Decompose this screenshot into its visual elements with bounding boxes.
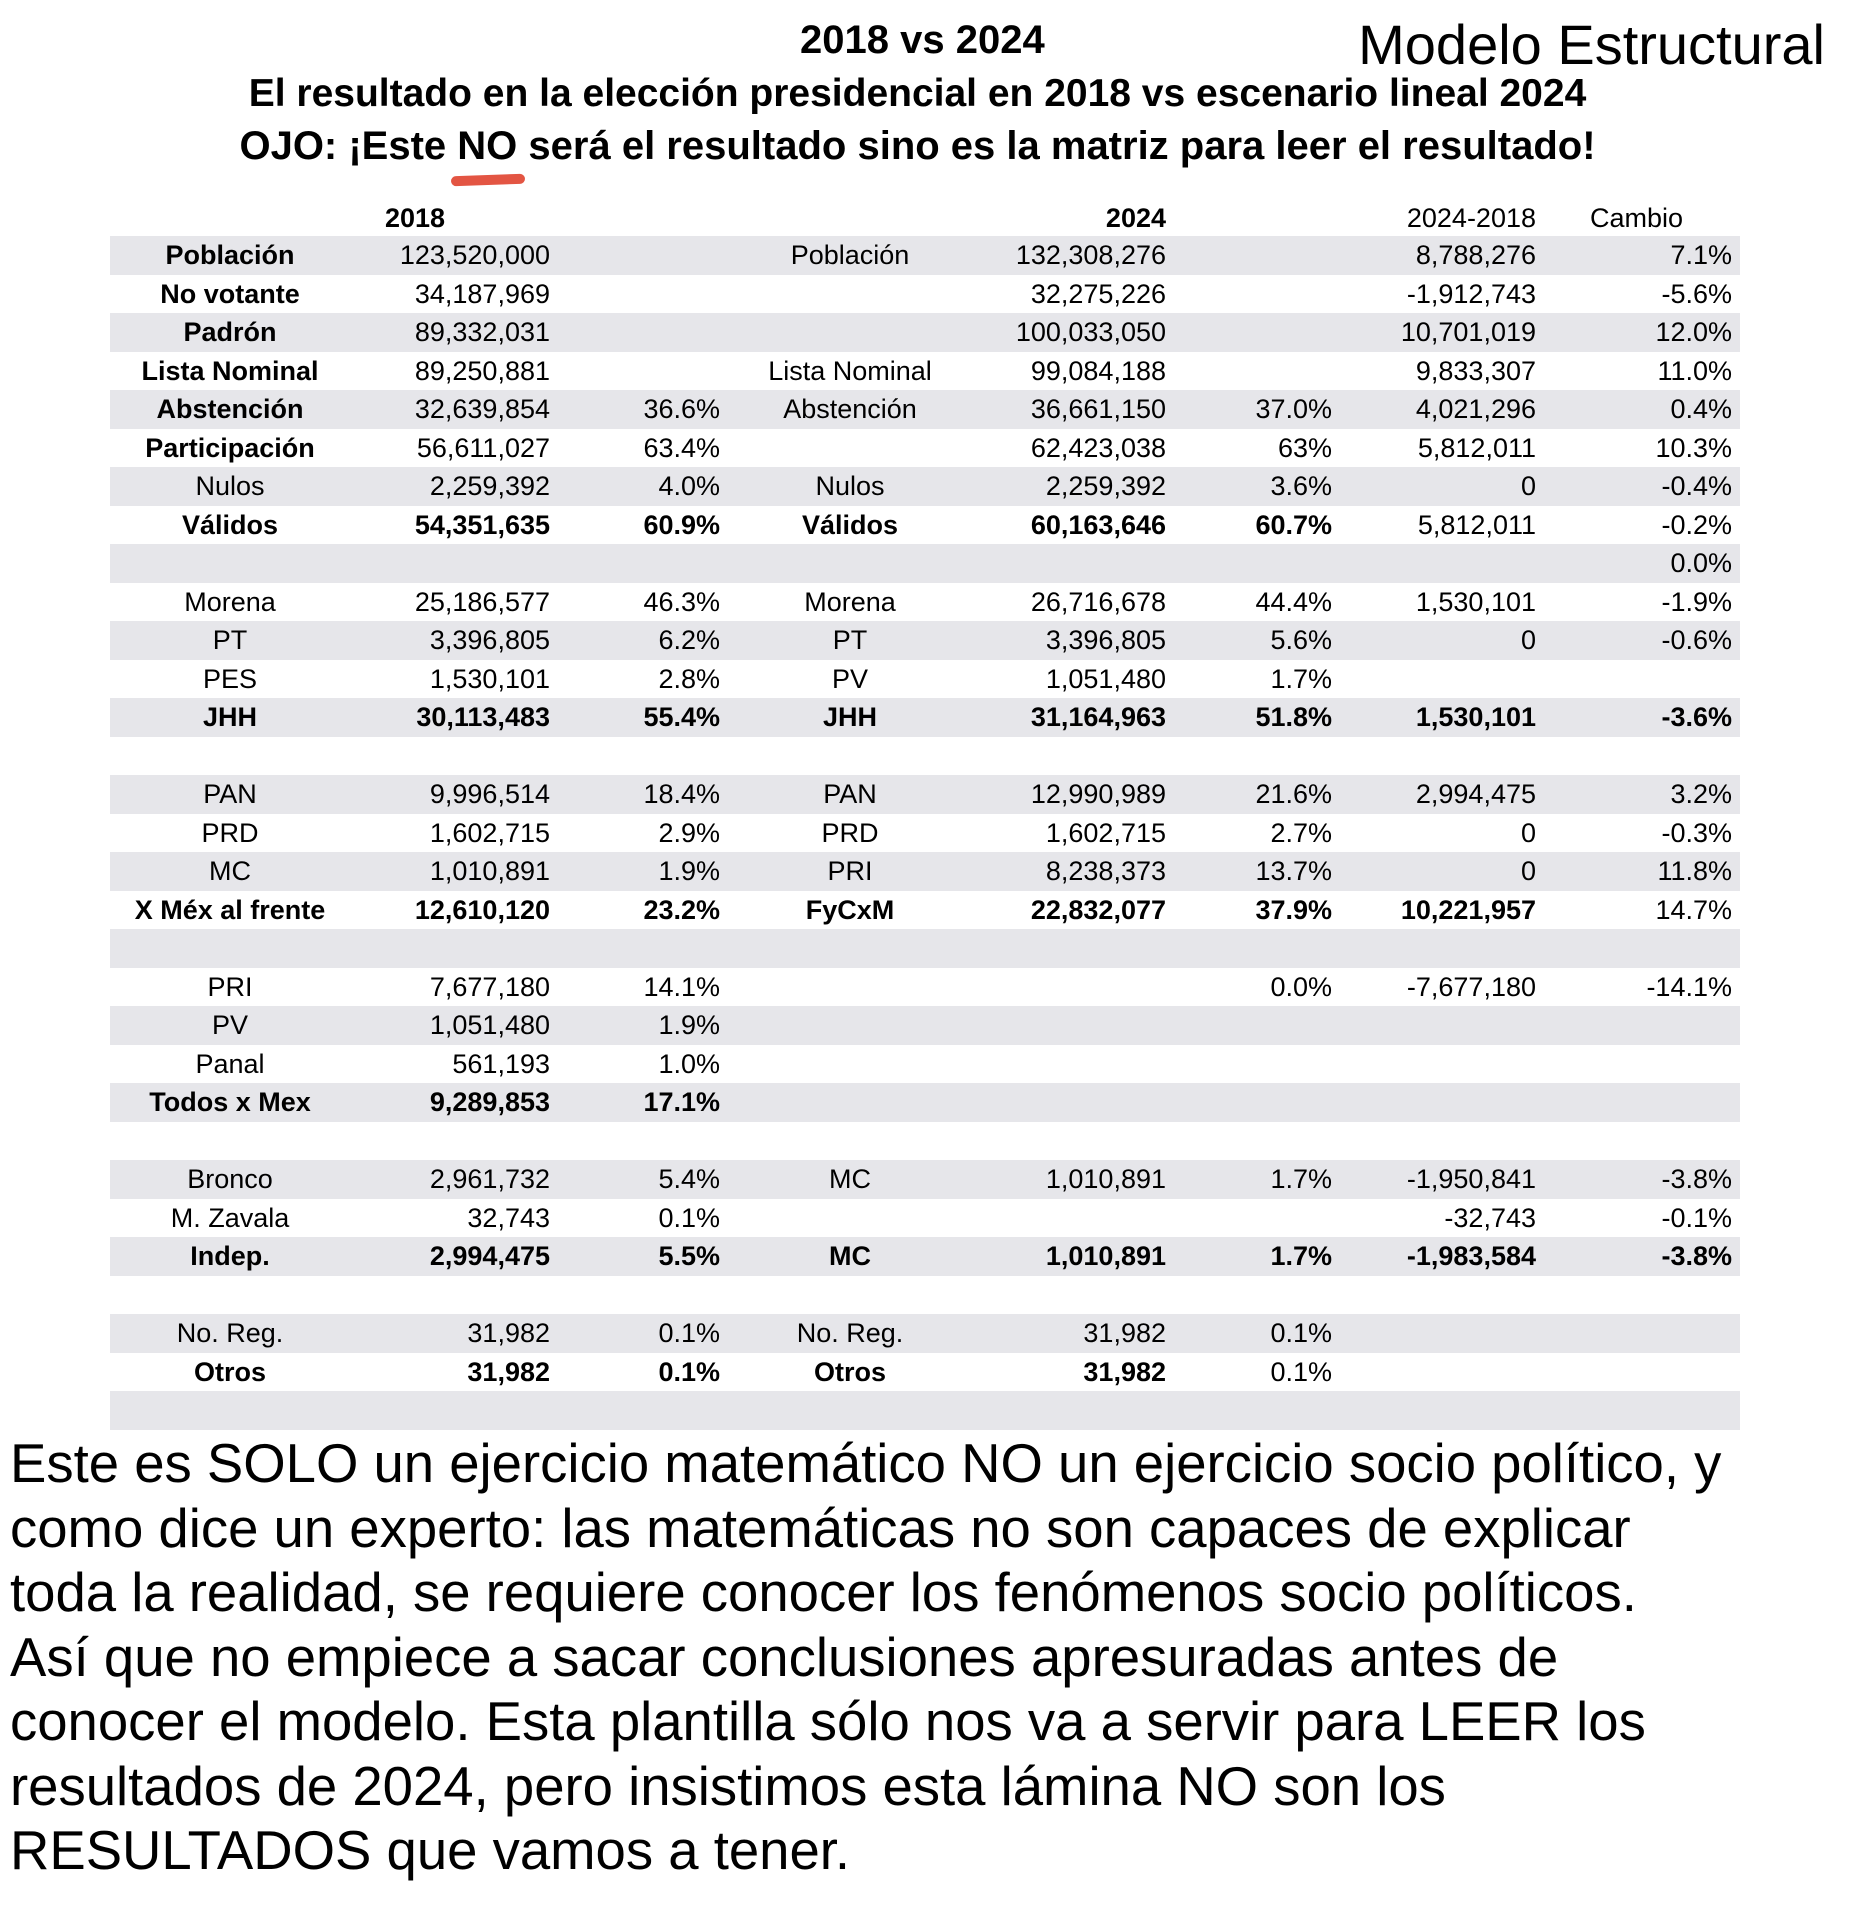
- cell-value-2018: 56,611,027: [416, 432, 550, 463]
- cell-pct-2018: 46.3%: [643, 586, 720, 617]
- cell-label-2018: PES: [202, 663, 258, 694]
- table-row: [110, 698, 1740, 737]
- cell-value-2024: 3,396,805: [1045, 625, 1166, 655]
- cell-label-2018: X Méx al frente: [134, 894, 326, 925]
- cell-change: -14.1%: [1646, 971, 1732, 1002]
- cell-value-2024: 2,259,392: [1045, 471, 1166, 501]
- cell-value-2024: 26,716,678: [1030, 586, 1166, 617]
- cell-pct-2024: 2.7%: [1270, 817, 1332, 848]
- cell-label-2024: MC: [829, 1164, 871, 1194]
- cell-diff: 8,788,276: [1415, 240, 1536, 270]
- cell-value-2018: 2,994,475: [429, 1241, 550, 1271]
- cell-value-2018: 1,530,101: [429, 663, 550, 694]
- disclaimer-text: [10, 1432, 1855, 1884]
- cell-pct-2018: 4.0%: [658, 471, 720, 501]
- cell-value-2018: 7,677,180: [429, 971, 550, 1002]
- cell-label-2024: No. Reg.: [796, 1318, 904, 1348]
- cell-label-2024: Lista Nominal: [768, 355, 932, 386]
- cell-label-2024: PRI: [827, 856, 873, 886]
- cell-pct-2018: 23.2%: [643, 894, 720, 925]
- header-warning: [0, 124, 1847, 169]
- cell-label-2024: PT: [832, 625, 868, 655]
- cell-value-2024: 1,010,891: [1045, 1164, 1166, 1194]
- cell-label-2018: M. Zavala: [170, 1202, 290, 1233]
- table-row: [110, 1199, 1740, 1238]
- cell-label-2018: Lista Nominal: [141, 355, 319, 386]
- cell-change: 12.0%: [1655, 317, 1732, 347]
- cell-label-2018: PAN: [203, 779, 257, 809]
- cell-label-2018: Válidos: [181, 509, 279, 540]
- cell-label-2018: Población: [165, 240, 295, 270]
- table-row: [110, 737, 1740, 776]
- table-row: [110, 313, 1740, 352]
- cell-value-2018: 2,259,392: [429, 471, 550, 501]
- cell-diff: -7,677,180: [1406, 971, 1536, 1002]
- cell-pct-2018: 1.9%: [658, 856, 720, 886]
- cell-label-2024: PRD: [821, 817, 879, 848]
- table-row: [110, 1237, 1740, 1276]
- cell-diff: 5,812,011: [1417, 509, 1536, 540]
- cell-diff: 0: [1520, 625, 1536, 655]
- cell-change: -3.8%: [1661, 1241, 1732, 1271]
- cell-value-2024: 31,164,963: [1030, 702, 1166, 732]
- table-row: [110, 583, 1740, 622]
- cell-label-2018: Nulos: [195, 471, 265, 501]
- table-row: [110, 352, 1740, 391]
- cell-diff: 10,701,019: [1400, 317, 1536, 347]
- cell-pct-2024: 63%: [1277, 432, 1332, 463]
- cell-label-2018: MC: [209, 856, 251, 886]
- cell-value-2024: 1,010,891: [1045, 1241, 1166, 1271]
- cell-change: 0.0%: [1670, 548, 1732, 578]
- cell-label-2018: PT: [212, 625, 248, 655]
- cell-pct-2018: 0.1%: [658, 1202, 720, 1233]
- table-row: [110, 621, 1740, 660]
- cell-change: -0.6%: [1661, 625, 1732, 655]
- cell-pct-2024: 0.0%: [1270, 971, 1332, 1002]
- cell-change: -0.4%: [1661, 471, 1732, 501]
- cell-pct-2024: 13.7%: [1255, 856, 1332, 886]
- table-row: [110, 660, 1740, 699]
- cell-value-2018: 89,332,031: [414, 317, 550, 347]
- cell-label-2024: MC: [829, 1241, 871, 1271]
- table-row: [110, 1314, 1740, 1353]
- cell-diff: 2,994,475: [1415, 779, 1536, 809]
- cell-label-2018: Morena: [184, 586, 276, 617]
- table-row: [110, 544, 1740, 583]
- col-header-2018: 2018: [384, 203, 446, 233]
- cell-change: 10.3%: [1655, 432, 1732, 463]
- cell-value-2018: 25,186,577: [414, 586, 550, 617]
- table-body: [110, 236, 1740, 1430]
- cell-value-2024: 100,033,050: [1015, 317, 1166, 347]
- table-row: [110, 1160, 1740, 1199]
- comparison-table: [110, 200, 1740, 1430]
- disclaimer-line: Este es SOLO un ejercicio matemático NO un ejercicio socio político, y: [10, 1433, 1722, 1494]
- cell-value-2024: 36,661,150: [1030, 394, 1166, 424]
- cell-pct-2024: 44.4%: [1255, 586, 1332, 617]
- cell-pct-2018: 36.6%: [643, 394, 720, 424]
- cell-diff: -1,912,743: [1406, 278, 1536, 309]
- disclaimer-line: conocer el modelo. Esta plantilla sólo nos va a servir para LEER los: [10, 1691, 1646, 1752]
- cell-value-2018: 34,187,969: [414, 278, 550, 309]
- cell-diff: 10,221,957: [1400, 894, 1536, 925]
- cell-value-2024: 132,308,276: [1015, 240, 1166, 270]
- cell-label-2018: JHH: [202, 702, 257, 732]
- cell-value-2024: 60,163,646: [1030, 509, 1166, 540]
- cell-diff: 5,812,011: [1417, 432, 1536, 463]
- disclaimer-line: como dice un experto: las matemáticas no son capaces de explicar: [10, 1497, 1631, 1559]
- cell-value-2024: 8,238,373: [1045, 856, 1166, 886]
- cell-diff: 0: [1520, 471, 1536, 501]
- cell-pct-2024: 1.7%: [1270, 1164, 1332, 1194]
- cell-pct-2018: 1.0%: [658, 1048, 720, 1079]
- table-row: [110, 1353, 1740, 1392]
- cell-value-2024: 12,990,989: [1030, 779, 1166, 809]
- cell-diff: 9,833,307: [1415, 355, 1536, 386]
- cell-label-2018: Todos x Mex: [149, 1087, 311, 1117]
- cell-change: -3.6%: [1661, 702, 1732, 732]
- table-row: [110, 1391, 1740, 1430]
- cell-label-2018: Participación: [145, 432, 315, 463]
- warning-post: será el resultado sino es la matriz para leer el resultado!: [517, 124, 1596, 168]
- cell-label-2018: No. Reg.: [176, 1318, 284, 1348]
- cell-pct-2018: 5.5%: [658, 1241, 720, 1271]
- cell-value-2024: 99,084,188: [1030, 355, 1166, 386]
- cell-pct-2018: 14.1%: [643, 971, 720, 1002]
- cell-value-2018: 12,610,120: [414, 894, 550, 925]
- cell-pct-2018: 1.9%: [658, 1010, 720, 1040]
- table-row: [110, 467, 1740, 506]
- cell-pct-2024: 3.6%: [1270, 471, 1332, 501]
- cell-value-2018: 31,982: [467, 1318, 550, 1348]
- cell-change: 0.4%: [1670, 394, 1732, 424]
- cell-label-2024: JHH: [822, 702, 877, 732]
- cell-value-2018: 30,113,483: [416, 702, 550, 732]
- cell-value-2018: 9,289,853: [429, 1087, 550, 1117]
- cell-label-2018: Otros: [193, 1356, 266, 1387]
- cell-value-2024: 31,982: [1083, 1356, 1166, 1387]
- cell-value-2018: 1,051,480: [429, 1010, 550, 1040]
- cell-value-2024: 32,275,226: [1030, 278, 1166, 309]
- cell-value-2018: 2,961,732: [429, 1164, 550, 1194]
- cell-value-2018: 3,396,805: [429, 625, 550, 655]
- cell-label-2018: PV: [211, 1010, 249, 1040]
- cell-pct-2024: 1.7%: [1270, 663, 1332, 694]
- cell-label-2018: Padrón: [183, 317, 277, 347]
- cell-pct-2018: 0.1%: [658, 1356, 720, 1387]
- cell-label-2018: PRI: [207, 971, 253, 1002]
- cell-label-2018: Panal: [195, 1048, 265, 1079]
- cell-value-2018: 31,982: [467, 1356, 550, 1387]
- cell-value-2024: 62,423,038: [1030, 432, 1166, 463]
- table-row: [110, 1006, 1740, 1045]
- table-row: [110, 390, 1740, 429]
- cell-label-2024: Morena: [804, 586, 896, 617]
- cell-label-2024: FyCxM: [805, 894, 895, 925]
- cell-value-2018: 1,602,715: [429, 817, 550, 848]
- disclaimer-line: toda la realidad, se requiere conocer los fenómenos socio políticos.: [10, 1562, 1637, 1623]
- warning-pre: OJO: ¡Este: [239, 124, 458, 168]
- table-row: [110, 1276, 1740, 1315]
- cell-change: 11.0%: [1657, 355, 1732, 386]
- cell-change: -0.1%: [1661, 1202, 1732, 1233]
- cell-diff: -1,950,841: [1406, 1164, 1536, 1194]
- cell-label-2024: PV: [831, 663, 869, 694]
- cell-value-2024: 31,982: [1083, 1318, 1166, 1348]
- cell-change: 3.2%: [1670, 779, 1732, 809]
- cell-label-2024: Abstención: [783, 394, 917, 424]
- table-row: [110, 506, 1740, 545]
- cell-diff: -1,983,584: [1406, 1241, 1536, 1271]
- cell-pct-2018: 2.9%: [658, 817, 720, 848]
- table-row: [110, 968, 1740, 1007]
- cell-diff: 4,021,296: [1415, 394, 1536, 424]
- cell-change: -5.6%: [1661, 278, 1732, 309]
- cell-diff: 1,530,101: [1415, 586, 1536, 617]
- table-row: [110, 1083, 1740, 1122]
- cell-value-2018: 561,193: [452, 1048, 550, 1079]
- cell-value-2018: 123,520,000: [399, 240, 550, 270]
- cell-pct-2024: 21.6%: [1255, 779, 1332, 809]
- cell-pct-2024: 1.7%: [1270, 1241, 1332, 1271]
- cell-value-2024: 1,051,480: [1045, 663, 1166, 694]
- cell-pct-2018: 5.4%: [658, 1164, 720, 1194]
- cell-diff: 1,530,101: [1415, 702, 1536, 732]
- col-header-diff: 2024-2018: [1406, 203, 1536, 233]
- cell-pct-2018: 63.4%: [643, 432, 720, 463]
- cell-value-2018: 32,743: [467, 1202, 550, 1233]
- cell-label-2024: Nulos: [815, 471, 885, 501]
- cell-change: -0.3%: [1661, 817, 1732, 848]
- header-subtitle: El resultado en la elección presidencial en 2018 vs escenario lineal 2024: [248, 72, 1587, 115]
- cell-change: 11.8%: [1657, 856, 1732, 886]
- cell-value-2018: 54,351,635: [414, 509, 550, 540]
- header-vs: 2018 vs 2024: [800, 18, 1045, 62]
- cell-pct-2018: 17.1%: [643, 1087, 720, 1117]
- cell-change: -1.9%: [1661, 586, 1732, 617]
- cell-pct-2018: 6.2%: [658, 625, 720, 655]
- table-row: [110, 429, 1740, 468]
- cell-label-2024: Otros: [813, 1356, 886, 1387]
- table-row: [110, 1045, 1740, 1084]
- cell-value-2018: 1,010,891: [429, 856, 550, 886]
- cell-pct-2024: 37.0%: [1255, 394, 1332, 424]
- table-row: [110, 929, 1740, 968]
- table-row: [110, 852, 1740, 891]
- cell-label-2018: Indep.: [190, 1241, 270, 1271]
- cell-pct-2024: 5.6%: [1270, 625, 1332, 655]
- table-row: [110, 775, 1740, 814]
- cell-pct-2018: 0.1%: [658, 1318, 720, 1348]
- cell-change: -0.2%: [1661, 509, 1732, 540]
- disclaimer-line: resultados de 2024, pero insistimos esta lámina NO son los: [10, 1755, 1446, 1817]
- col-header-2024: 2024: [1105, 203, 1166, 233]
- cell-pct-2024: 51.8%: [1255, 702, 1332, 732]
- cell-pct-2018: 18.4%: [643, 779, 720, 809]
- cell-label-2024: Población: [790, 240, 910, 270]
- table-row: [110, 1122, 1740, 1161]
- disclaimer-line: Así que no empiece a sacar conclusiones apresuradas antes de: [10, 1626, 1559, 1688]
- cell-label-2018: No votante: [160, 278, 300, 309]
- col-header-change: Cambio: [1590, 203, 1684, 233]
- table-row: [110, 236, 1740, 275]
- disclaimer-line: RESULTADOS que vamos a tener.: [10, 1820, 851, 1881]
- cell-pct-2024: 60.7%: [1255, 509, 1332, 540]
- cell-pct-2018: 60.9%: [643, 509, 720, 540]
- cell-diff: 0: [1520, 817, 1536, 848]
- cell-change: 14.7%: [1655, 894, 1732, 925]
- cell-value-2018: 32,639,854: [414, 394, 550, 424]
- cell-label-2024: Válidos: [801, 509, 899, 540]
- cell-pct-2018: 2.8%: [658, 663, 720, 694]
- cell-value-2024: 22,832,077: [1030, 894, 1166, 925]
- cell-value-2024: 1,602,715: [1045, 817, 1166, 848]
- header-model-title: Modelo Estructural: [1358, 13, 1825, 76]
- cell-pct-2024: 37.9%: [1255, 894, 1332, 925]
- cell-pct-2024: 0.1%: [1270, 1318, 1332, 1348]
- cell-label-2024: PAN: [823, 779, 877, 809]
- table-header-row: [110, 200, 1740, 236]
- cell-change: -3.8%: [1661, 1164, 1732, 1194]
- cell-label-2018: Abstención: [156, 394, 304, 424]
- cell-diff: 0: [1520, 856, 1536, 886]
- cell-label-2018: PRD: [201, 817, 259, 848]
- cell-change: 7.1%: [1670, 240, 1732, 270]
- table-row: [110, 275, 1740, 314]
- cell-pct-2024: 0.1%: [1270, 1356, 1332, 1387]
- table-row: [110, 814, 1740, 853]
- table-row: [110, 891, 1740, 930]
- cell-value-2018: 9,996,514: [429, 779, 550, 809]
- cell-label-2018: Bronco: [187, 1164, 273, 1194]
- cell-pct-2018: 55.4%: [643, 702, 720, 732]
- warning-no-underlined: NO: [457, 124, 518, 168]
- cell-diff: -32,743: [1444, 1202, 1536, 1233]
- cell-value-2018: 89,250,881: [414, 355, 550, 386]
